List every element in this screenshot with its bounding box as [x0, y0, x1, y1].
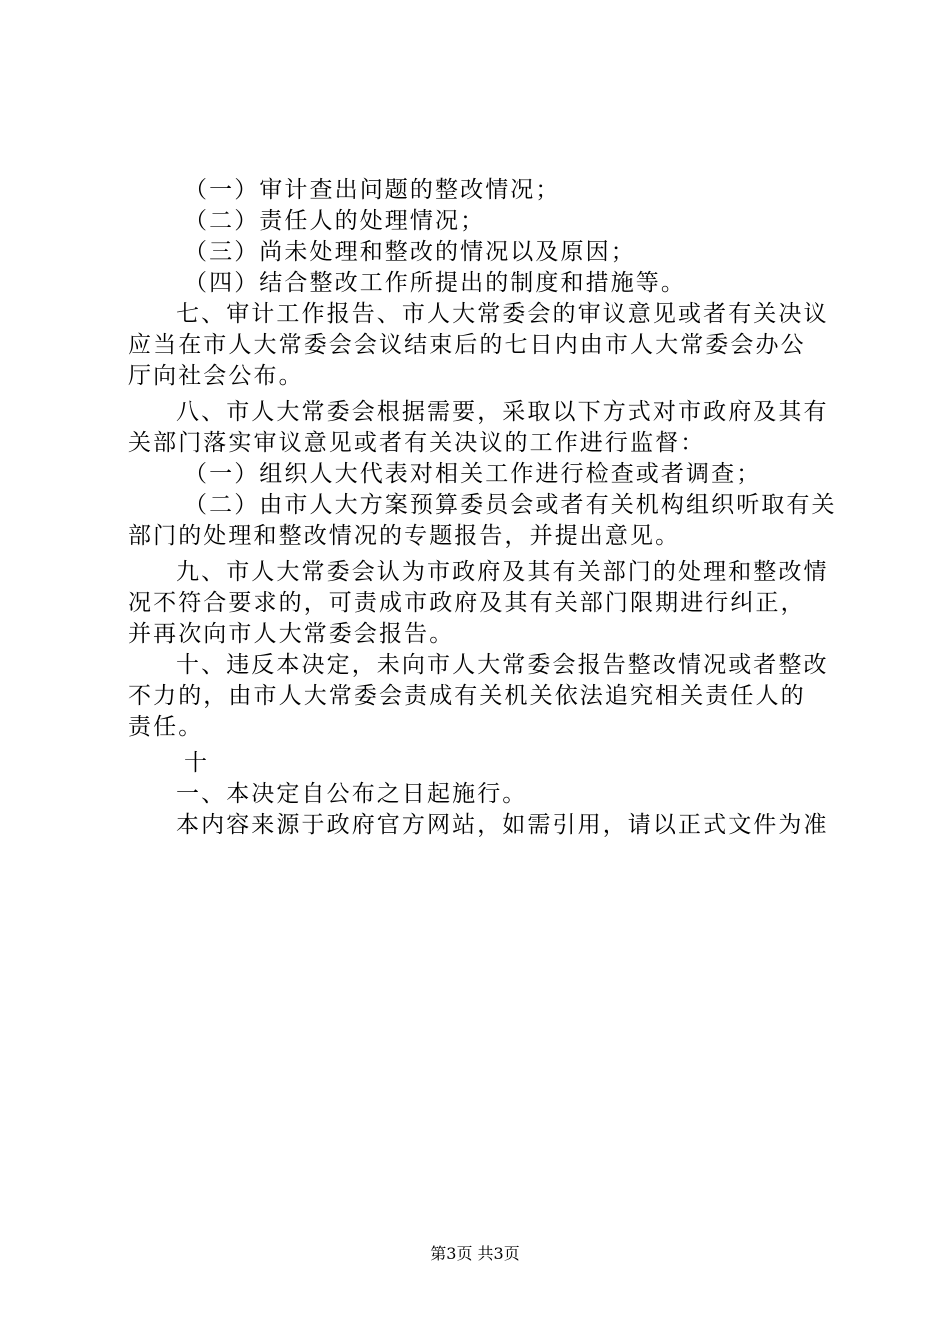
text-line-item-3: （三）尚未处理和整改的情况以及原因；	[184, 239, 636, 265]
source-note: 本内容来源于政府官方网站，如需引用，请以正式文件为准	[176, 812, 829, 838]
text-line-item-4: （四）结合整改工作所提出的制度和措施等。	[184, 270, 686, 296]
paragraph-eight-item-2-line-1: （二）由市人大方案预算委员会或者有关机构组织听取有关	[184, 492, 837, 518]
paragraph-seven-line-3: 厅向社会公布。	[128, 363, 304, 389]
text-line-item-1: （一）审计查出问题的整改情况；	[184, 177, 561, 203]
paragraph-eight-item-2-line-2: 部门的处理和整改情况的专题报告，并提出意见。	[128, 523, 681, 549]
paragraph-eleven-line: 一、本决定自公布之日起施行。	[176, 781, 528, 807]
paragraph-nine-line-3: 并再次向市人大常委会报告。	[128, 621, 455, 647]
document-body	[128, 175, 837, 841]
paragraph-ten-line-1: 十、违反本决定，未向市人大常委会报告整改情况或者整改	[176, 652, 829, 678]
paragraph-eleven-number: 十	[184, 750, 210, 776]
paragraph-eight-item-1: （一）组织人大代表对相关工作进行检查或者调查；	[184, 461, 762, 487]
paragraph-seven-line-1: 七、审计工作报告、市人大常委会的审议意见或者有关决议	[176, 301, 829, 327]
paragraph-nine-line-2: 况不符合要求的，可责成市政府及其有关部门限期进行纠正，	[128, 590, 806, 616]
paragraph-ten-line-3: 责任。	[128, 714, 204, 740]
paragraph-eight-line-2: 关部门落实审议意见或者有关决议的工作进行监督：	[128, 430, 706, 456]
page-number-footer: 第3页 共3页	[430, 1244, 520, 1263]
paragraph-seven-line-2: 应当在市人大常委会会议结束后的七日内由市人大常委会办公	[128, 332, 806, 358]
paragraph-eight-line-1: 八、市人大常委会根据需要，采取以下方式对市政府及其有	[176, 399, 829, 425]
paragraph-nine-line-1: 九、市人大常委会认为市政府及其有关部门的处理和整改情	[176, 559, 829, 585]
text-line-item-2: （二）责任人的处理情况；	[184, 208, 486, 234]
paragraph-ten-line-2: 不力的，由市人大常委会责成有关机关依法追究相关责任人的	[128, 683, 806, 709]
